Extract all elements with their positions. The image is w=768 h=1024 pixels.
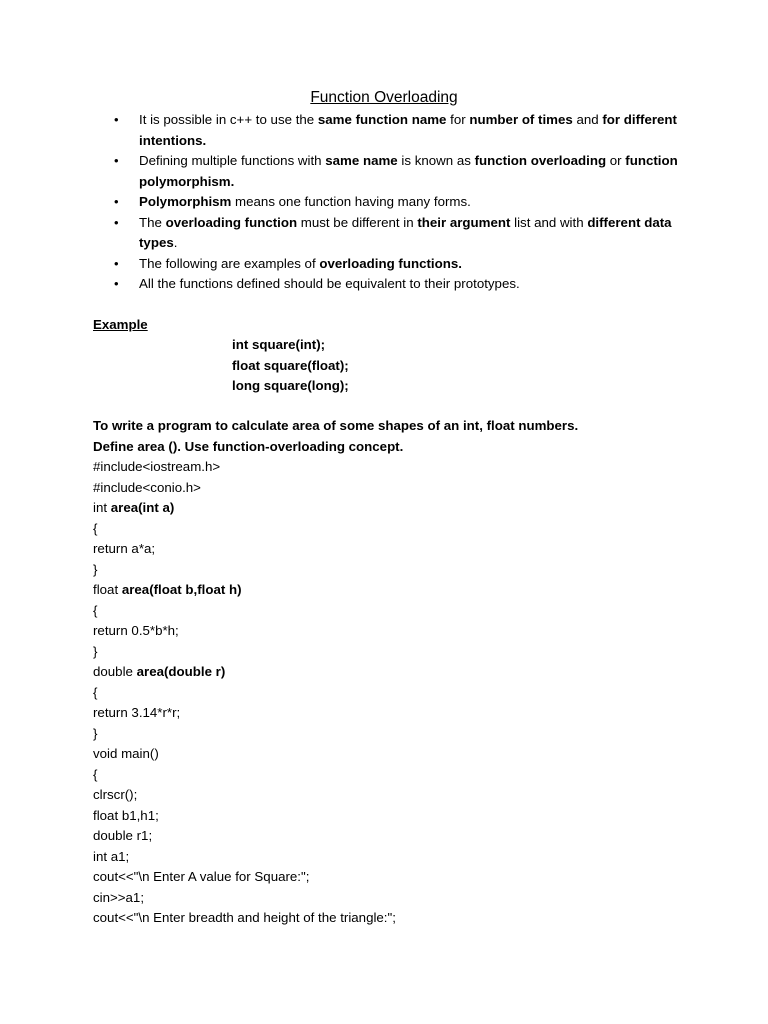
bullet-item	[0, 274, 679, 295]
text-run: {	[93, 602, 98, 618]
code-line	[93, 621, 733, 642]
code-line	[93, 888, 733, 909]
bullet-list	[0, 110, 768, 295]
text-run: double r1;	[93, 828, 153, 843]
code-line	[93, 908, 733, 929]
code-line	[93, 806, 733, 827]
text-run: int	[93, 500, 111, 515]
page-title: Function Overloading	[310, 89, 458, 106]
bold-text-run: for different intentions.	[139, 112, 677, 148]
text-run: cin>>a1;	[93, 889, 145, 905]
code-line	[93, 580, 733, 601]
text-run: and	[572, 112, 603, 127]
text-run: return 3.14*r*r;	[93, 705, 181, 720]
prototype-line: long square(long);	[232, 378, 349, 393]
code-line	[93, 498, 733, 519]
text-run: float b1,h1;	[93, 807, 159, 823]
task-line: To write a program to calculate area of some shapes of an int, float numbers.	[93, 418, 579, 433]
text-run: .	[173, 235, 178, 250]
bullet-item	[0, 151, 679, 192]
bullet-icon: •	[114, 214, 119, 230]
text-run: clrscr();	[93, 787, 138, 802]
text-run: }	[93, 725, 98, 741]
code-line	[93, 457, 733, 478]
text-run: void main()	[93, 746, 159, 761]
text-run: Defining multiple functions with	[139, 153, 326, 168]
text-run: return a*a;	[93, 541, 156, 556]
bold-text-run: Polymorphism	[139, 194, 232, 209]
text-run: {	[93, 766, 98, 782]
bold-text-run: number of times	[469, 112, 573, 127]
text-run: }	[93, 561, 98, 577]
bullet-icon: •	[114, 194, 119, 209]
bold-text-run: area(float b,float h)	[121, 582, 242, 597]
code-line	[93, 642, 733, 663]
bullet-item	[0, 110, 679, 151]
bullet-icon: •	[114, 276, 119, 291]
text-run: The following are examples of	[139, 255, 320, 271]
code-line	[93, 703, 733, 724]
code-line	[93, 662, 733, 683]
text-run: list and with	[510, 214, 588, 230]
bullet-item	[0, 213, 679, 254]
bold-text-run: area(int a)	[110, 500, 175, 515]
code-listing	[93, 457, 733, 929]
text-run: It is possible in c++ to use the	[139, 112, 318, 127]
text-run: for	[446, 112, 470, 127]
code-line	[93, 683, 733, 704]
prototype-list	[232, 335, 349, 397]
bold-text-run: area(double r)	[136, 664, 226, 679]
bold-text-run: function polymorphism.	[139, 153, 678, 189]
example-heading: Example	[93, 317, 148, 332]
code-line	[93, 765, 733, 786]
code-line	[93, 867, 733, 888]
text-run: means one function having many forms.	[231, 194, 471, 209]
bold-text-run: same function name	[317, 112, 447, 127]
code-line	[93, 724, 733, 745]
code-line	[93, 744, 733, 765]
task-line: Define area (). Use function-overloading concept.	[93, 438, 404, 454]
bold-text-run: different data types	[139, 214, 672, 250]
code-line	[93, 785, 733, 806]
text-run: {	[93, 520, 98, 536]
bold-text-run: overloading functions.	[319, 255, 462, 271]
code-line	[93, 826, 733, 847]
bullet-icon: •	[114, 153, 119, 168]
text-run: #include<iostream.h>	[93, 459, 221, 474]
text-run: }	[93, 643, 98, 659]
code-line	[93, 847, 733, 868]
text-run: or	[606, 153, 626, 168]
bullet-item	[0, 254, 679, 275]
bullet-item	[0, 192, 679, 213]
bold-text-run: function overloading	[474, 153, 607, 168]
code-line	[93, 478, 733, 499]
prototype-line: int square(int);	[232, 337, 326, 352]
text-run: must be different in	[297, 214, 418, 230]
text-run: int a1;	[93, 848, 130, 864]
text-run: {	[93, 684, 98, 700]
text-run: double	[93, 664, 137, 679]
text-run: cout<<"\n Enter breadth and height of the triangle:";	[93, 910, 396, 925]
bullet-icon: •	[114, 255, 119, 271]
code-line	[93, 519, 733, 540]
code-line	[93, 560, 733, 581]
code-line	[93, 539, 733, 560]
text-run: #include<conio.h>	[93, 479, 201, 495]
bold-text-run: their argument	[417, 214, 511, 230]
task-statement	[93, 416, 713, 457]
code-line	[93, 601, 733, 622]
bold-text-run: same name	[325, 153, 398, 168]
text-run: cout<<"\n Enter A value for Square:";	[93, 869, 310, 884]
bullet-icon: •	[114, 112, 119, 127]
text-run: float	[93, 582, 122, 597]
text-run: The	[139, 214, 166, 230]
text-run: All the functions defined should be equivalent to their prototypes.	[139, 276, 520, 291]
text-run: is known as	[397, 153, 475, 168]
bold-text-run: overloading function	[165, 214, 298, 230]
prototype-line: float square(float);	[232, 357, 349, 373]
text-run: return 0.5*b*h;	[93, 623, 179, 638]
